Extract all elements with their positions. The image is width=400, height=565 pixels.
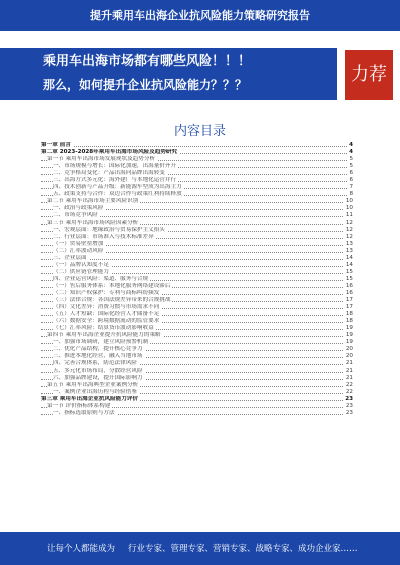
toc-entry-text: 四、技术创新与产品升级：新能源车型成为出海主力	[53, 184, 182, 191]
toc-entry-page: 21	[345, 367, 353, 374]
toc-entry-page: 17	[345, 297, 353, 304]
toc-entry[interactable]	[41, 170, 353, 177]
toc-entry-text: 五、政策支持与合作：双边合作与政策红利持续释放	[53, 191, 182, 198]
toc-entry-page: 14	[345, 254, 353, 261]
toc-entry[interactable]	[41, 297, 353, 304]
toc-entry-page: 23	[345, 395, 353, 402]
toc-entry-page: 20	[345, 346, 353, 353]
footer-slogan: 让每个人都能成为	[47, 544, 116, 554]
toc-entry[interactable]	[41, 241, 353, 248]
toc-entry-page: 14	[345, 261, 353, 268]
toc-entry[interactable]	[41, 311, 353, 318]
toc-entry-page: 21	[345, 374, 353, 381]
toc-entry[interactable]	[41, 332, 353, 339]
toc-entry[interactable]	[41, 191, 353, 198]
toc-entry-page: 5	[349, 163, 353, 170]
toc-entry-page: 5	[349, 156, 353, 163]
toc-entry[interactable]	[41, 149, 353, 156]
toc-entry[interactable]	[41, 234, 353, 241]
toc-entry-page: 15	[345, 268, 353, 275]
toc-entry-page: 10	[345, 205, 353, 212]
toc-entry-page: 16	[345, 289, 353, 296]
toc-entry-text: 一、案例企业出海历程与经验借鉴	[53, 388, 137, 395]
toc-entry-page: 13	[345, 247, 353, 254]
toc-entry-page: 12	[345, 226, 353, 233]
toc-entry[interactable]	[41, 360, 353, 367]
toc-entry-text: 第二章 2023-2028年乘用车出海市场风险及趋势研究	[41, 149, 178, 156]
toc-entry-page: 4	[349, 149, 353, 156]
toc-entry-text: 三、推进本地化经营，融入当地市场	[53, 353, 143, 360]
toc-entry-page: 13	[345, 240, 353, 247]
toc-entry[interactable]	[41, 318, 353, 325]
toc-entry-page: 6	[349, 177, 353, 184]
toc-entry-text: 二、市场竞争风险	[53, 212, 98, 219]
toc-entry-text: 五、多元化市场布局，分散经营风险	[53, 367, 143, 374]
toc-entry-text: 一、宏观层面：地缘政治与贸易保护主义抬头	[53, 226, 165, 233]
toc-entry[interactable]	[41, 227, 353, 234]
toc-entry-page: 17	[345, 304, 353, 311]
toc-entry-text: （一）贸易壁垒增加	[53, 240, 104, 247]
toc-entry-text: 四、完善合规体系，防范法律风险	[53, 360, 137, 367]
toc-entry[interactable]	[41, 325, 353, 332]
toc-entry[interactable]	[41, 339, 353, 346]
toc-entry[interactable]	[41, 353, 353, 360]
toc-entry[interactable]	[41, 212, 353, 219]
toc-entry[interactable]	[41, 290, 353, 297]
toc-entry-page: 15	[345, 275, 353, 282]
toc-entry-page: 22	[345, 381, 353, 388]
toc-entry[interactable]	[41, 304, 353, 311]
toc-entry[interactable]	[41, 177, 353, 184]
toc-entry-page: 19	[345, 339, 353, 346]
toc-entry-text: 一、指标选取原则与方法	[53, 409, 115, 416]
toc-entry-page: 23	[345, 409, 353, 416]
toc-entry-text: 二、行业层面：市场准入与技术标准差异	[53, 233, 154, 240]
toc-entry[interactable]	[41, 269, 353, 276]
toc-entry[interactable]	[41, 382, 353, 389]
toc-title: 内容目录	[173, 124, 226, 139]
toc-entry-text: （二）供应链管理能力	[53, 268, 109, 275]
toc-entry[interactable]	[41, 283, 353, 290]
toc-leader-dots	[41, 146, 353, 147]
toc-entry-text: （三）法律合规：各国法规差异带来的合规挑战	[53, 297, 171, 304]
toc-entry-page: 21	[345, 360, 353, 367]
toc-entry-text: 第三章 乘用车出海企业抗风险能力评价	[41, 395, 139, 402]
footer-bar	[0, 532, 400, 565]
toc-entry[interactable]	[41, 346, 353, 353]
toc-entry[interactable]	[41, 163, 353, 170]
toc-entry-text: （七）汇率风险：结算货币波动影响收益	[53, 325, 154, 332]
toc-entry-page: 23	[345, 402, 353, 409]
toc-entry[interactable]	[41, 255, 353, 262]
toc-entry[interactable]	[41, 248, 353, 255]
toc-entry-page: 4	[349, 142, 353, 148]
toc-entry-page: 20	[345, 353, 353, 360]
toc-entry-text: （一）售后服务体系：本地化服务网络建设滞后	[53, 282, 171, 289]
toc-entry-page: 6	[349, 170, 353, 177]
report-title-bar	[0, 0, 400, 31]
toc-entry-text: 一、政治与政策风险	[53, 205, 104, 212]
toc-entry[interactable]	[41, 205, 353, 212]
toc-entry-text: 一、市场规模与增长：国际化加速，出海量价齐升	[53, 163, 177, 170]
toc-entry[interactable]	[41, 142, 353, 149]
toc-entry-text: 一、加强市场调研，建立风险预警机制	[53, 339, 149, 346]
toc-entry-page: 8	[349, 191, 353, 198]
hero-banner	[0, 36, 400, 100]
toc-entry-page: 11	[345, 212, 353, 219]
toc-entry-text: 三、出海方式多元化：海外建厂与本地化运营并行	[53, 177, 177, 184]
toc-entry-text: （五）人才短缺：国际化经营人才储备不足	[53, 311, 160, 318]
toc-entry-page: 12	[345, 219, 353, 226]
toc-entry-page: 19	[345, 325, 353, 332]
toc-entry-text: 第一章 前言	[41, 142, 71, 148]
toc-entry[interactable]	[41, 220, 353, 227]
toc-entry-text: 第四节 乘用车出海企业提升抗风险能力的策略	[47, 332, 161, 339]
toc-entry-text: 第一节 评价指标体系构建	[47, 402, 111, 409]
table-of-contents	[41, 142, 353, 417]
toc-entry-text: 二、优化产品结构，提升核心竞争力	[53, 346, 143, 353]
toc-entry-page: 7	[349, 184, 353, 191]
toc-entry-text: （二）知识产权保护：专利与商标纠纷频发	[53, 289, 160, 296]
report-title: 提升乘用车出海企业抗风险能力策略研究报告	[90, 9, 310, 22]
toc-entry[interactable]	[41, 389, 353, 396]
toc-entry-text: 第三节 乘用车出海市场风险因素分析	[47, 219, 139, 226]
toc-entry[interactable]	[41, 375, 353, 382]
toc-entry-text: 二、竞争格局变化：产品出海向品牌出海转变	[53, 170, 165, 177]
toc-entry-text: 四、企业运营风险：渠道、服务与合规	[53, 275, 149, 282]
toc-entry-page: 16	[345, 282, 353, 289]
toc-entry[interactable]	[41, 262, 353, 269]
toc-entry-text: 第一节 乘用车出海市场发展现状及趋势分析	[47, 156, 156, 163]
toc-entry[interactable]	[41, 410, 353, 417]
toc-entry[interactable]	[41, 156, 353, 163]
hero-question-risks: 乘用车出海市场都有哪些风险！！！	[43, 54, 252, 69]
toc-entry-page: 10	[345, 198, 353, 205]
toc-entry-page: 18	[345, 311, 353, 318]
toc-entry-text: （一）品牌认知度不足	[53, 261, 109, 268]
toc-entry[interactable]	[41, 368, 353, 375]
toc-entry-text: 六、加强品牌建设，提升国际影响力	[53, 374, 143, 381]
toc-entry-page: 22	[345, 388, 353, 395]
toc-entry-page: 12	[345, 233, 353, 240]
toc-entry[interactable]	[41, 403, 353, 410]
footer-roles: 行业专家、管理专家、营销专家、战略专家、成功企业家……	[128, 544, 358, 554]
recommend-badge: 力荐	[345, 50, 393, 100]
toc-entry-text: （四）文化差异：消费习惯与市场需求不同	[53, 304, 160, 311]
toc-entry-page: 18	[345, 318, 353, 325]
toc-entry-text: （二）汇率波动风险	[53, 247, 104, 254]
toc-entry[interactable]	[41, 198, 353, 205]
toc-entry[interactable]	[41, 276, 353, 283]
toc-entry-text: （六）数据安全：跨境数据流动的监管要求	[53, 318, 160, 325]
toc-entry[interactable]	[41, 396, 353, 403]
toc-entry-text: 第二节 乘用车出海市场主要风险识别	[47, 198, 139, 205]
hero-question-how: 那么，如何提升企业抗风险能力？？？	[43, 78, 248, 92]
toc-entry-text: 三、企业层面	[53, 254, 87, 261]
toc-entry-text: 第五节 乘用车出海典型企业案例分析	[47, 381, 139, 388]
toc-entry[interactable]	[41, 184, 353, 191]
toc-entry-page: 19	[345, 332, 353, 339]
